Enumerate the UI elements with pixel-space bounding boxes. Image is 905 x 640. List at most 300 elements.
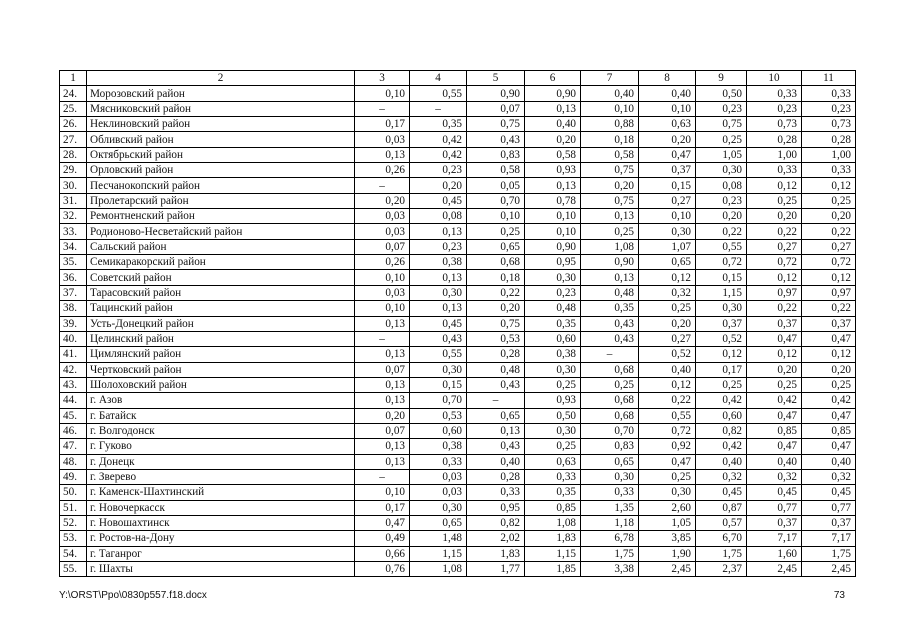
row-number: 46. [60, 423, 87, 438]
value-cell: 0,20 [747, 209, 802, 224]
value-cell: 0,40 [639, 362, 696, 377]
value-cell: 0,37 [747, 515, 802, 530]
district-name: г. Новочеркасск [87, 500, 355, 515]
value-cell: 0,33 [747, 163, 802, 178]
value-cell: 0,72 [802, 255, 856, 270]
table-row [60, 347, 856, 362]
value-cell: 0,18 [581, 132, 639, 147]
value-cell: 3,85 [639, 531, 696, 546]
value-cell: 0,35 [410, 117, 467, 132]
row-number: 28. [60, 147, 87, 162]
value-cell: 1,05 [696, 147, 747, 162]
value-cell: 0,12 [802, 178, 856, 193]
value-cell: 0,47 [802, 331, 856, 346]
value-cell: 0,23 [410, 239, 467, 254]
value-cell: 0,25 [696, 132, 747, 147]
value-cell: 6,70 [696, 531, 747, 546]
value-cell: 0,42 [802, 393, 856, 408]
district-name: Тарасовский район [87, 285, 355, 300]
value-cell: 0,03 [355, 285, 410, 300]
value-cell: 0,10 [355, 485, 410, 500]
value-cell: 0,38 [410, 255, 467, 270]
value-cell: 0,50 [696, 86, 747, 101]
value-cell: 1,07 [639, 239, 696, 254]
value-cell: 0,30 [581, 469, 639, 484]
value-cell: 0,47 [639, 454, 696, 469]
value-cell: 0,25 [747, 377, 802, 392]
row-number: 31. [60, 193, 87, 208]
value-cell: 0,65 [639, 255, 696, 270]
value-cell: 0,75 [581, 163, 639, 178]
value-cell: 1,00 [802, 147, 856, 162]
value-cell: 0,17 [696, 362, 747, 377]
header-cell: 3 [355, 71, 410, 86]
value-cell: 0,30 [525, 270, 581, 285]
value-cell: 0,23 [525, 285, 581, 300]
value-cell: 0,03 [355, 132, 410, 147]
value-cell: 0,23 [747, 101, 802, 116]
header-cell: 8 [639, 71, 696, 86]
value-cell: 0,97 [802, 285, 856, 300]
value-cell: 0,03 [355, 224, 410, 239]
value-cell: 0,23 [410, 163, 467, 178]
value-cell: 0,20 [696, 209, 747, 224]
district-name: Тацинский район [87, 301, 355, 316]
value-cell: 0,83 [581, 439, 639, 454]
value-cell: 0,90 [525, 86, 581, 101]
value-cell: 1,83 [525, 531, 581, 546]
value-cell: 2,60 [639, 500, 696, 515]
value-cell: 0,20 [802, 362, 856, 377]
value-cell: 0,45 [410, 316, 467, 331]
value-cell: 1,15 [525, 546, 581, 561]
district-name: Пролетарский район [87, 193, 355, 208]
value-cell: 0,33 [802, 163, 856, 178]
value-cell: 0,30 [696, 163, 747, 178]
row-number: 51. [60, 500, 87, 515]
row-number: 33. [60, 224, 87, 239]
value-cell: 0,58 [467, 163, 525, 178]
value-cell: 0,17 [355, 117, 410, 132]
district-name: г. Батайск [87, 408, 355, 423]
value-cell: 0,27 [802, 239, 856, 254]
value-cell: 1,05 [639, 515, 696, 530]
district-name: г. Волгодонск [87, 423, 355, 438]
value-cell: 0,40 [467, 454, 525, 469]
value-cell: 0,13 [525, 178, 581, 193]
value-cell: 0,47 [639, 147, 696, 162]
value-cell: 1,08 [581, 239, 639, 254]
value-cell: 0,25 [802, 193, 856, 208]
table-row [60, 485, 856, 500]
table-row [60, 546, 856, 561]
value-cell: 0,73 [802, 117, 856, 132]
value-cell: 0,27 [747, 239, 802, 254]
district-name: Сальский район [87, 239, 355, 254]
district-name: г. Азов [87, 393, 355, 408]
table-row [60, 209, 856, 224]
value-cell: 0,23 [696, 193, 747, 208]
value-cell: 0,40 [747, 454, 802, 469]
value-cell: 0,42 [410, 147, 467, 162]
row-number: 47. [60, 439, 87, 454]
value-cell: 0,13 [355, 439, 410, 454]
value-cell: 0,37 [747, 316, 802, 331]
value-cell: 0,08 [410, 209, 467, 224]
value-cell: 0,18 [467, 270, 525, 285]
value-cell: 0,28 [802, 132, 856, 147]
value-cell: 0,07 [355, 239, 410, 254]
table-row [60, 285, 856, 300]
table-row [60, 500, 856, 515]
row-number: 53. [60, 531, 87, 546]
district-name: Семикаракорский район [87, 255, 355, 270]
row-number: 29. [60, 163, 87, 178]
district-name: Неклиновский район [87, 117, 355, 132]
district-name: Родионово-Несветайский район [87, 224, 355, 239]
value-cell: 0,82 [696, 423, 747, 438]
value-cell: 0,95 [525, 255, 581, 270]
value-cell: 0,22 [802, 224, 856, 239]
value-cell: 0,12 [639, 377, 696, 392]
value-cell: 0,68 [467, 255, 525, 270]
row-number: 25. [60, 101, 87, 116]
value-cell: 0,75 [467, 117, 525, 132]
value-cell: 0,20 [802, 209, 856, 224]
value-cell: 0,45 [747, 485, 802, 500]
value-cell: 0,13 [355, 377, 410, 392]
value-cell: 0,47 [747, 439, 802, 454]
district-name: Целинский район [87, 331, 355, 346]
value-cell: 0,15 [696, 270, 747, 285]
row-number: 39. [60, 316, 87, 331]
value-cell: 0,49 [355, 531, 410, 546]
value-cell: 0,43 [467, 439, 525, 454]
value-cell: 0,48 [525, 301, 581, 316]
value-cell: 0,65 [410, 515, 467, 530]
value-cell: 0,38 [525, 347, 581, 362]
value-cell: 0,43 [410, 331, 467, 346]
value-cell: 0,07 [355, 423, 410, 438]
value-cell: 0,10 [467, 209, 525, 224]
value-cell: 0,47 [802, 439, 856, 454]
row-number: 55. [60, 562, 87, 577]
header-cell: 7 [581, 71, 639, 86]
value-cell: 0,10 [355, 301, 410, 316]
value-cell: 1,15 [410, 546, 467, 561]
value-cell: 0,32 [747, 469, 802, 484]
district-name: г. Зверево [87, 469, 355, 484]
value-cell: 0,17 [355, 500, 410, 515]
district-name: Советский район [87, 270, 355, 285]
value-cell: 0,25 [639, 469, 696, 484]
value-cell: 0,83 [467, 147, 525, 162]
value-cell: 0,55 [639, 408, 696, 423]
district-name: г. Таганрог [87, 546, 355, 561]
value-cell: 0,48 [467, 362, 525, 377]
value-cell: 0,66 [355, 546, 410, 561]
value-cell: 0,75 [467, 316, 525, 331]
value-cell: 0,90 [467, 86, 525, 101]
value-cell: 0,33 [467, 485, 525, 500]
value-cell: 0,70 [410, 393, 467, 408]
table-row [60, 101, 856, 116]
value-cell: 0,37 [802, 515, 856, 530]
value-cell: 0,15 [639, 178, 696, 193]
footer-page-number: 73 [833, 590, 845, 601]
value-cell: 0,12 [747, 270, 802, 285]
value-cell: 0,20 [525, 132, 581, 147]
footer-file-path: Y:\ORST\Ppo\0830p557.f18.docx [59, 590, 207, 601]
value-cell: 0,65 [467, 408, 525, 423]
header-cell: 2 [87, 71, 355, 86]
value-cell: 1,00 [747, 147, 802, 162]
value-cell: 0,75 [696, 117, 747, 132]
row-number: 49. [60, 469, 87, 484]
value-cell: 0,12 [802, 347, 856, 362]
value-cell: 0,40 [639, 86, 696, 101]
value-cell: 0,22 [696, 224, 747, 239]
value-cell: 0,35 [525, 485, 581, 500]
value-cell: 0,23 [696, 101, 747, 116]
row-number: 27. [60, 132, 87, 147]
value-cell: – [355, 101, 410, 116]
header-cell: 5 [467, 71, 525, 86]
value-cell: 0,52 [696, 331, 747, 346]
district-name: г. Новошахтинск [87, 515, 355, 530]
value-cell: 0,07 [467, 101, 525, 116]
value-cell: 0,76 [355, 562, 410, 577]
value-cell: 0,25 [747, 193, 802, 208]
value-cell: 0,22 [467, 285, 525, 300]
value-cell: 0,20 [410, 178, 467, 193]
value-cell: 1,75 [581, 546, 639, 561]
value-cell: 0,47 [802, 408, 856, 423]
value-cell: 0,42 [747, 393, 802, 408]
value-cell: 2,45 [747, 562, 802, 577]
value-cell: 0,37 [639, 163, 696, 178]
value-cell: 0,77 [802, 500, 856, 515]
value-cell: 0,43 [467, 377, 525, 392]
value-cell: 0,26 [355, 163, 410, 178]
row-number: 24. [60, 86, 87, 101]
value-cell: 0,57 [696, 515, 747, 530]
row-number: 44. [60, 393, 87, 408]
value-cell: 1,08 [525, 515, 581, 530]
header-cell: 9 [696, 71, 747, 86]
value-cell: 0,20 [639, 132, 696, 147]
value-cell: 0,28 [467, 347, 525, 362]
value-cell: 0,72 [747, 255, 802, 270]
value-cell: 0,35 [581, 301, 639, 316]
value-cell: 1,85 [525, 562, 581, 577]
value-cell: – [355, 331, 410, 346]
header-cell: 10 [747, 71, 802, 86]
value-cell: 0,05 [467, 178, 525, 193]
value-cell: 1,60 [747, 546, 802, 561]
value-cell: 0,25 [581, 377, 639, 392]
value-cell: 0,12 [639, 270, 696, 285]
value-cell: 0,08 [696, 178, 747, 193]
table-row [60, 515, 856, 530]
value-cell: 0,27 [639, 193, 696, 208]
value-cell: 0,03 [410, 485, 467, 500]
value-cell: 0,88 [581, 117, 639, 132]
value-cell: 0,13 [467, 423, 525, 438]
table-row [60, 331, 856, 346]
value-cell: 0,43 [581, 331, 639, 346]
value-cell: 0,42 [410, 132, 467, 147]
value-cell: 0,33 [802, 86, 856, 101]
value-cell: 0,13 [525, 101, 581, 116]
row-number: 40. [60, 331, 87, 346]
value-cell: 0,25 [696, 377, 747, 392]
value-cell: 0,43 [581, 316, 639, 331]
value-cell: 0,47 [355, 515, 410, 530]
value-cell: 0,12 [747, 178, 802, 193]
value-cell: 0,12 [747, 347, 802, 362]
value-cell: 0,10 [355, 86, 410, 101]
value-cell: 0,30 [410, 285, 467, 300]
value-cell: 0,68 [581, 393, 639, 408]
value-cell: 0,13 [581, 209, 639, 224]
value-cell: 0,20 [467, 301, 525, 316]
value-cell: 0,30 [639, 224, 696, 239]
value-cell: – [355, 178, 410, 193]
value-cell: 0,32 [639, 285, 696, 300]
value-cell: 0,10 [525, 209, 581, 224]
row-number: 43. [60, 377, 87, 392]
table-row [60, 301, 856, 316]
value-cell: 0,45 [696, 485, 747, 500]
value-cell: 0,03 [410, 469, 467, 484]
value-cell: 0,70 [581, 423, 639, 438]
value-cell: 0,55 [410, 86, 467, 101]
table-row [60, 255, 856, 270]
value-cell: 0,25 [525, 377, 581, 392]
value-cell: 0,22 [747, 301, 802, 316]
header-cell: 1 [60, 71, 87, 86]
row-number: 36. [60, 270, 87, 285]
value-cell: 0,25 [467, 224, 525, 239]
value-cell: 0,33 [747, 86, 802, 101]
district-name: Орловский район [87, 163, 355, 178]
value-cell: 0,10 [525, 224, 581, 239]
value-cell: 0,48 [581, 285, 639, 300]
value-cell: 1,18 [581, 515, 639, 530]
value-cell: 0,10 [581, 101, 639, 116]
district-name: г. Ростов-на-Дону [87, 531, 355, 546]
district-name: Морозовский район [87, 86, 355, 101]
row-number: 32. [60, 209, 87, 224]
value-cell: – [410, 101, 467, 116]
value-cell: 0,47 [747, 331, 802, 346]
value-cell: 0,87 [696, 500, 747, 515]
value-cell: 0,07 [355, 362, 410, 377]
value-cell: 0,55 [410, 347, 467, 362]
value-cell: 0,33 [581, 485, 639, 500]
value-cell: 0,33 [410, 454, 467, 469]
value-cell: 0,12 [802, 270, 856, 285]
row-number: 48. [60, 454, 87, 469]
value-cell: 1,75 [696, 546, 747, 561]
value-cell: 0,30 [639, 485, 696, 500]
row-number: 26. [60, 117, 87, 132]
value-cell: 0,20 [639, 316, 696, 331]
value-cell: 7,17 [802, 531, 856, 546]
value-cell: 0,13 [355, 147, 410, 162]
district-name: Шолоховский район [87, 377, 355, 392]
district-name: Октябрьский район [87, 147, 355, 162]
value-cell: 0,30 [696, 301, 747, 316]
value-cell: 0,22 [639, 393, 696, 408]
value-cell: 0,65 [467, 239, 525, 254]
value-cell: 0,90 [581, 255, 639, 270]
value-cell: 0,13 [355, 316, 410, 331]
table-row [60, 423, 856, 438]
district-name: Усть-Донецкий район [87, 316, 355, 331]
value-cell: 0,52 [639, 347, 696, 362]
value-cell: 1,75 [802, 546, 856, 561]
value-cell: 0,32 [696, 469, 747, 484]
value-cell: 0,50 [525, 408, 581, 423]
value-cell: 0,20 [581, 178, 639, 193]
value-cell: 0,32 [802, 469, 856, 484]
value-cell: 6,78 [581, 531, 639, 546]
value-cell: 0,60 [525, 331, 581, 346]
value-cell: 0,23 [802, 101, 856, 116]
value-cell: 2,37 [696, 562, 747, 577]
value-cell: – [355, 469, 410, 484]
table-row [60, 469, 856, 484]
table-row [60, 178, 856, 193]
district-name: г. Каменск-Шахтинский [87, 485, 355, 500]
value-cell: 0,13 [410, 224, 467, 239]
value-cell: 0,72 [639, 423, 696, 438]
row-number: 50. [60, 485, 87, 500]
table-row [60, 132, 856, 147]
value-cell: 0,22 [802, 301, 856, 316]
value-cell: 0,72 [696, 255, 747, 270]
value-cell: 1,77 [467, 562, 525, 577]
value-cell: 0,78 [525, 193, 581, 208]
table-row [60, 393, 856, 408]
table-row [60, 439, 856, 454]
value-cell: 0,40 [581, 86, 639, 101]
value-cell: 0,40 [696, 454, 747, 469]
table-row [60, 531, 856, 546]
value-cell: 0,95 [467, 500, 525, 515]
value-cell: 0,30 [525, 423, 581, 438]
table-row [60, 147, 856, 162]
value-cell: 0,42 [696, 439, 747, 454]
district-name: Мясниковский район [87, 101, 355, 116]
value-cell: 0,25 [525, 439, 581, 454]
table-row [60, 86, 856, 101]
header-cell: 6 [525, 71, 581, 86]
district-name: Ремонтненский район [87, 209, 355, 224]
value-cell: 0,13 [581, 270, 639, 285]
value-cell: 0,30 [525, 362, 581, 377]
row-number: 30. [60, 178, 87, 193]
value-cell: 0,20 [747, 362, 802, 377]
value-cell: 0,25 [802, 377, 856, 392]
district-name: Чертковский район [87, 362, 355, 377]
data-table [59, 70, 856, 577]
value-cell: 0,10 [639, 209, 696, 224]
value-cell: 2,45 [802, 562, 856, 577]
value-cell: 0,26 [355, 255, 410, 270]
